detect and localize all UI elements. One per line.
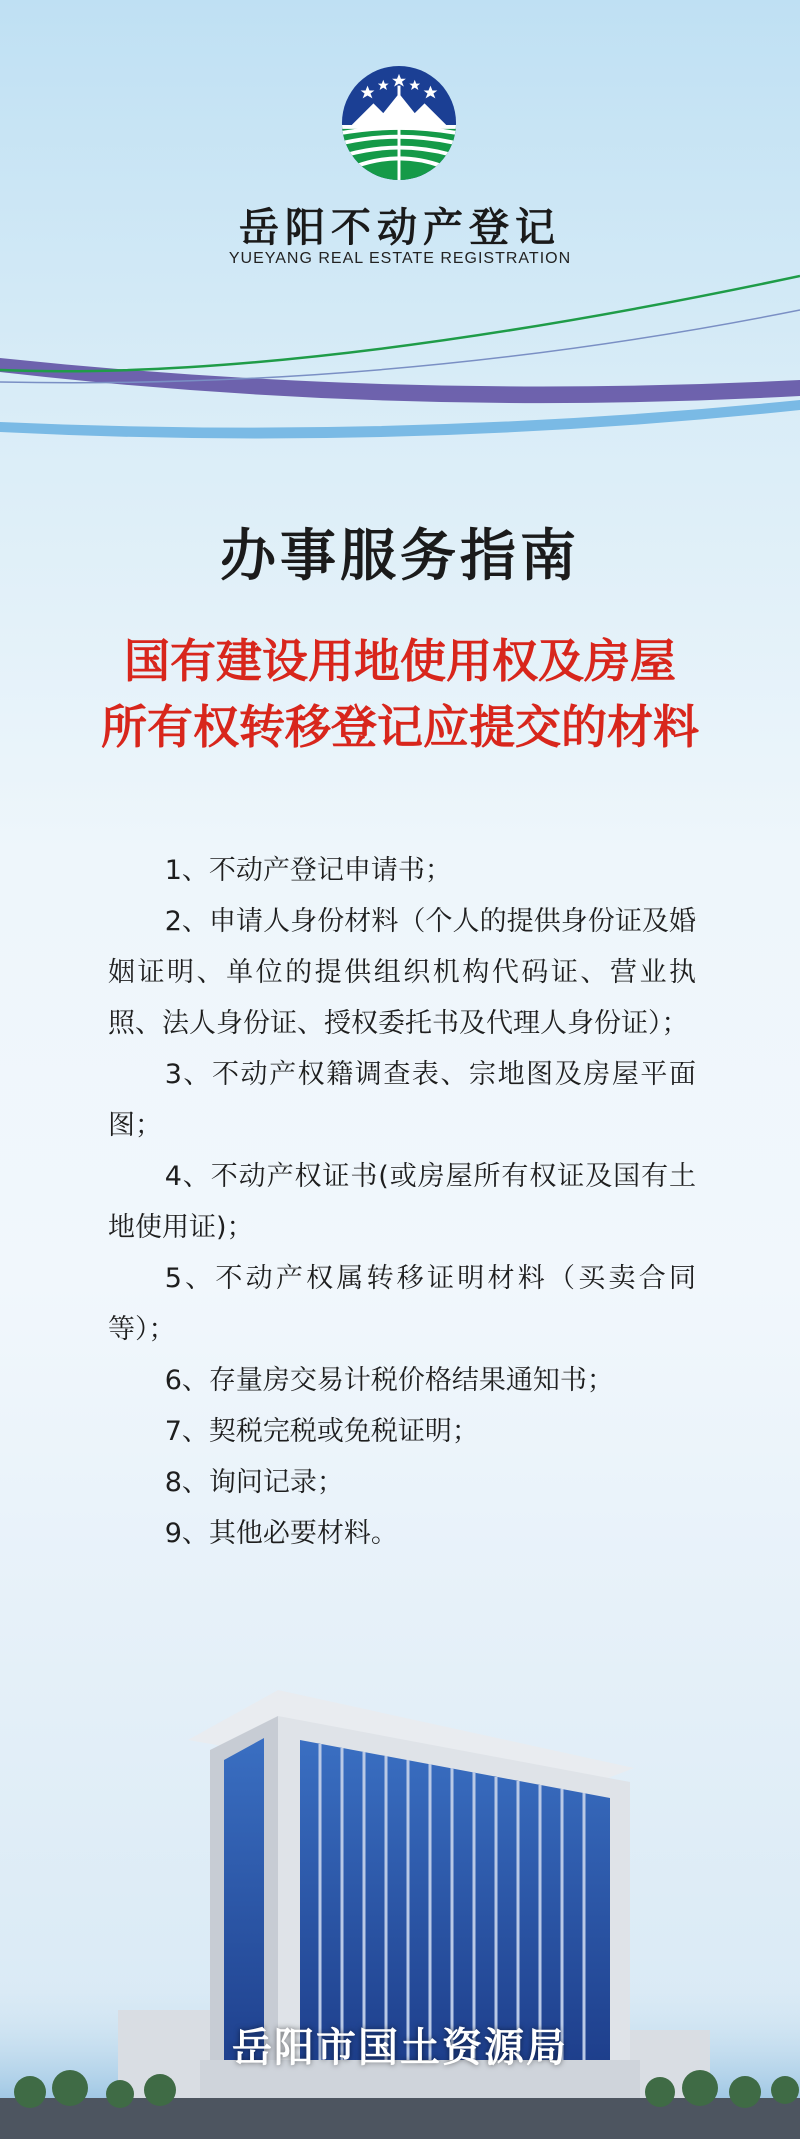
list-item: 6、存量房交易计税价格结果通知书； [164, 1365, 614, 1396]
guide-title: 办事服务指南 [220, 524, 580, 589]
bureau-name: 岳阳市国土资源局 [232, 2025, 568, 2071]
list-item: 7、契税完税或免税证明； [164, 1416, 479, 1447]
list-item: 8、询问记录； [164, 1467, 344, 1498]
decorative-swoosh [0, 270, 800, 450]
list-item: 2、申请人身份材料（个人的提供身份证及婚姻证明、单位的提供组织机构代码证、营业执照、法人身份证、授权委托书及代理人身份证）； [108, 906, 696, 1039]
mountain-stars-logo-icon [340, 64, 458, 182]
list-item: 1、不动产登记申请书； [164, 855, 452, 886]
org-name-cn: 岳阳不动产登记 [239, 205, 561, 251]
list-item: 4、不动产权证书(或房屋所有权证及国有土地使用证)； [108, 1161, 696, 1243]
subtitle-line-1: 国有建设用地使用权及房屋 [124, 634, 676, 688]
subtitle-line-2: 所有权转移登记应提交的材料 [101, 700, 699, 754]
list-item: 3、不动产权籍调查表、宗地图及房屋平面图； [108, 1059, 696, 1141]
list-item: 9、其他必要材料。 [164, 1518, 398, 1549]
materials-list [108, 845, 696, 1559]
subtitle [100, 628, 700, 760]
org-name-en: YUEYANG REAL ESTATE REGISTRATION [228, 250, 572, 267]
list-item: 5、不动产权属转移证明材料（买卖合同等）； [108, 1263, 696, 1345]
